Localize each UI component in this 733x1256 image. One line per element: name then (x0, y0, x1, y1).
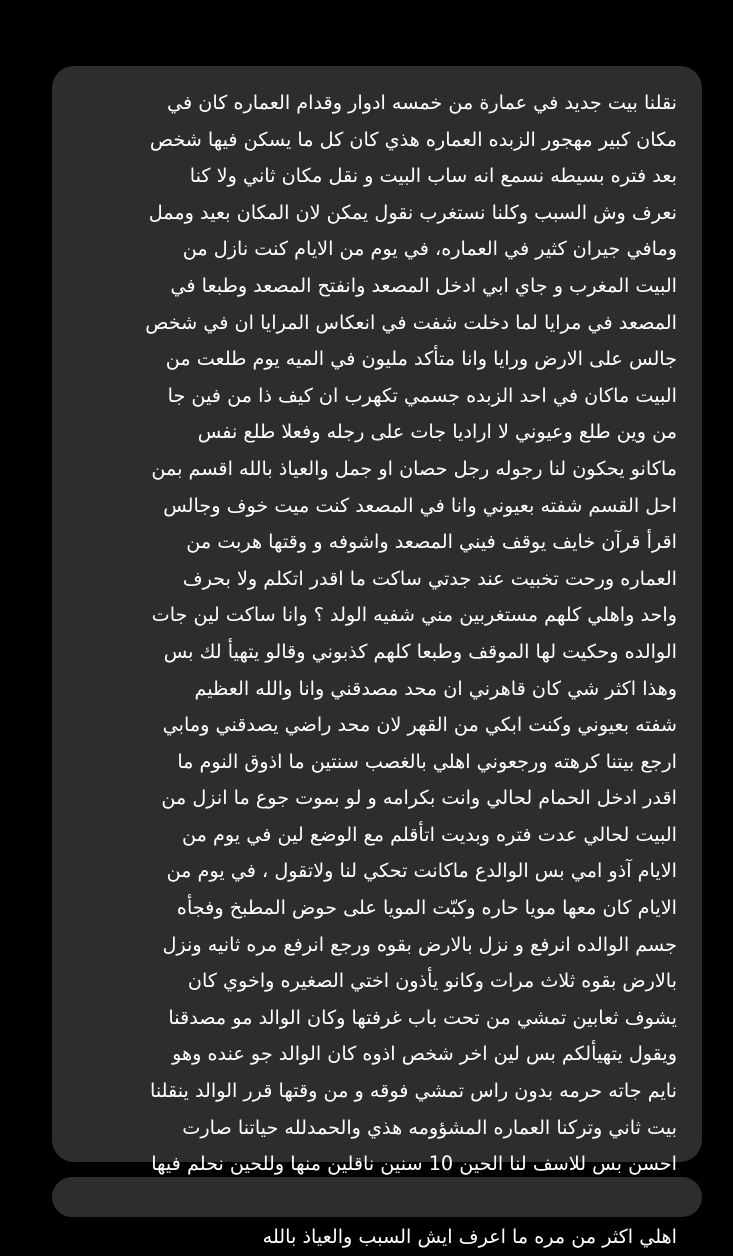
message-text (78, 85, 677, 1256)
message-line: ويقول يتهيألكم بس لين اخر شخص اذوه كان الوالد جو عنده وهو (172, 1042, 677, 1066)
message-line: البيت المغرب و جاي ابي ادخل المصعد وانفتح المصعد وطبعا في (170, 273, 677, 297)
message-line: جسم الوالده انرفع و نزل بالارض بقوه ورجع انرفع مره ثانيه ونزل (162, 932, 677, 956)
next-message-bubble[interactable] (52, 1177, 702, 1217)
message-line: احل القسم شفته بعيوني وانا في المصعد كنت ميت خوف وجالس (163, 493, 677, 517)
message-line: جالس على الارض ورايا وانا متأكد مليون في الميه يوم طلعت من (165, 347, 677, 371)
message-line: بعد فتره بسيطه نسمع انه ساب البيت و نقل مكان ثاني ولا كنا (189, 164, 677, 188)
message-line: بيت ثاني وتركنا العماره المشؤومه هذي والحمدلله حياتنا صارت (182, 1115, 677, 1139)
message-line: يشوف ثعابين تمشي من تحت باب غرفتها وكان الوالد مو مصدقنا (168, 1005, 677, 1029)
message-line: اهلي اكثر من مره ما اعرف ايش السبب والعياذ بالله (262, 1225, 677, 1249)
message-line: ومافي جيران كثير في العماره، في يوم من الايام كنت نازل من (182, 237, 677, 261)
message-line: الايام آذو امي بس الوالدع ماكانت تحكي لنا ولاتقول ، في يوم من (166, 859, 677, 883)
message-line: البيت لحالي عدت فتره وبديت اتأقلم مع الوضع لين في يوم من (182, 822, 677, 846)
message-line: البيت ماكان في احد الزبده جسمي تكهرب ان كيف ذا من فين جا (167, 383, 677, 407)
message-line: العماره ورحت تخبيت عند جدتي ساكت ما اقدر اتكلم ولا بحرف (182, 566, 677, 590)
message-line: الايام كان معها مويا حاره وكبّت المويا على حوض المطبخ وفجأه (176, 896, 677, 920)
message-line: بالارض بقوه ثلاث مرات وكانو يأذون اختي الصغيره واخوي كان (187, 969, 677, 993)
message-line: اقدر ادخل الحمام لحالي وانت بكرامه و لو بموت جوع ما انزل من (161, 786, 677, 810)
message-line: مكان كبير مهجور الزبده العماره هذي كان كل ما يسكن فيها شخص (149, 127, 677, 151)
message-line: من وين طلع وعيوني لا اراديا جات على رجله وفعلا طلع نفس (197, 420, 677, 444)
message-line: نايم جاته حرمه بدون راس تمشي فوقه و من وقتها قرر الوالد ينقلنا (150, 1079, 677, 1103)
message-line: وهذا اكثر شي كان قاهرني ان محد مصدقني وانا والله العظيم (194, 676, 677, 700)
message-line: نقلنا بيت جديد في عمارة من خمسه ادوار وقدام العماره كان في (167, 91, 677, 114)
message-line: المصعد في مرايا لما دخلت شفت في انعكاس المرايا ان في شخص (145, 310, 677, 334)
message-line: اقرأ قرآن خايف يوقف فيني المصعد واشوفه و وقتها هربت من (186, 530, 677, 554)
message-line: شفته بعيوني وكنت ابكي من القهر لان محد راضي يصدقني ومابي (162, 713, 677, 737)
message-line: احسن بس للاسف لنا الحين 10 سنين ناقلين منها وللحين نحلم فيها (151, 1152, 677, 1176)
message-line: واحد واهلي كلهم مستغربين مني شفيه الولد ؟ وانا ساكت لين جات (151, 603, 677, 627)
message-bubble[interactable] (52, 66, 702, 1249)
message-line: نعرف وش السبب وكلنا نستغرب نقول يمكن لان المكان بعيد وممل (148, 200, 677, 224)
message-line: الوالده وحكيت لها الموقف وطبعا كلهم كذبوني وقالو يتهيأ لك بس (163, 639, 677, 663)
message-line: ارجع بيتنا كرهته ورجعوني اهلي بالغصب سنتين ما اذوق النوم ما (177, 749, 677, 773)
message-line: ماكانو يحكون لنا رجوله رجل حصان او جمل والعياذ بالله اقسم بمن (151, 456, 677, 480)
